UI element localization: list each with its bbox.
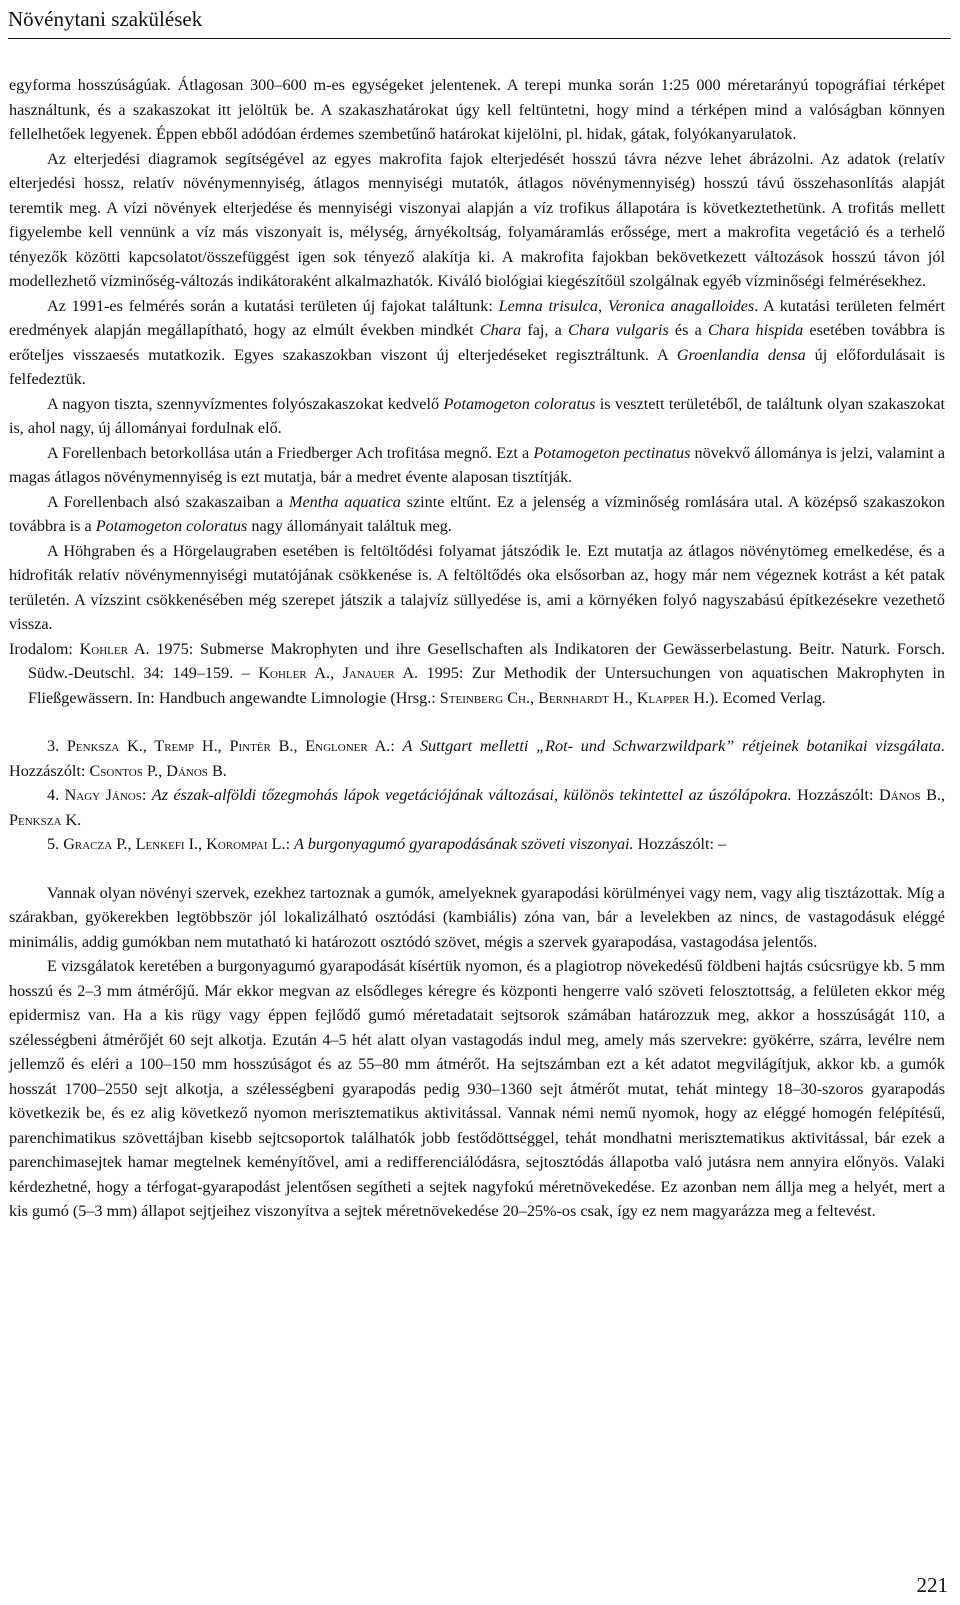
- lecture-title: A Suttgart melletti „Rot- und Schwarzwildpark” rétjeinek botanikai vizsgálata.: [402, 737, 945, 755]
- paragraph-potamogeton-coloratus: A nagyon tiszta, szennyvízmentes folyószakaszokat kedvelő Potamogeton coloratus is vesztett területéből, de találtunk olyan szakaszokat is, ahol nagy, új állományai fordulnak elő.: [9, 394, 945, 437]
- species-name: Mentha aquatica: [288, 492, 401, 511]
- species-name: Potamogeton coloratus: [95, 517, 248, 535]
- species-name: Chara hispida: [707, 321, 804, 339]
- paragraph-new-species: Az 1991-es felmérés során a kutatási területen új fajokat találtunk: Lemna trisulca, Veronica anagalloides. A kutatási területen felmért eredmények alapján megállapítható, hogy az elmúlt években mindkét Chara faj, a Chara vulgaris és a Chara hispida esetében továbbra is erőteljes visszaesés mutatkozik. Egyes szakaszokban viszont új elterjedéseket regisztráltunk. A Groenlandia densa új előfordulásait is felfedeztük.: [9, 296, 946, 388]
- paragraph-hohgraben: A Höhgraben és a Hörgelaugraben esetében is feltöltődési folyamat játszódik le. Ezt mutatja az átlagos növénytömeg emelkedése, és a hidrofiták relatív növénymennyiségi mutatójának csökkenése is. A feltöltődés oka elsősorban az, hogy már nem végeznek kotrást a két patak területén. A vízszint csökkenésében még szerepet játszik a talajvíz süllyedése is, ami a környéken folyó nagyszabású építkezésekre vezethető vissza.: [9, 541, 945, 633]
- paragraph-distribution-diagrams: Az elterjedési diagramok segítségével az egyes makrofita fajok elterjedését hosszú távra nézve lehet ábrázolni. Az adatok (relatív elterjedési hossz, relatív növénymennyiség, átlagos mennyiségi mutatók, átlagos növénymennyiség) hosszú távú összehasonlítás alapját teremtik meg. A vízi növények elterjedése és mennyiségi viszonyai alapján a víz trofikus állapotára is következtethetünk. A trofitás mellett figyelembe kell vennünk a víz más viszonyait is, mélység, árnyékoltság, folyamáramlás erőssége, mert a makrofita vegetáció és a terhelő tényezők közötti kapcsolatot/összefüggést igen sok tényező alakítja ki. A makrofita fajokban bekövetkezett változások hosszú távon jól modellezhető vízminőség-változás indikátoraként alkalmazhatók. Kiváló biológiai kiegészítőül szolgálnak egyéb vízminőségi felmérésekhez.: [9, 149, 945, 290]
- header-divider: [8, 38, 951, 39]
- section-gap: [9, 710, 945, 734]
- species-name: Lemna trisulca: [498, 296, 598, 315]
- species-name: Potamogeton pectinatus: [533, 443, 691, 462]
- page-number: 221: [916, 1573, 948, 1597]
- species-name: Chara vulgaris: [568, 321, 669, 339]
- paragraph-potato-tuber-growth: E vizsgálatok keretében a burgonyagumó gyarapodását kísértük nyomon, és a plagiotrop növekedésű földbeni hajtás csúcsrügye kb. 5 mm hosszú és 2–3 mm átmérőjű. Már ekkor megvan az elsődleges kéregre és központi hengerre való szöveti felosztottság, a felületen ekkor még epidermisz van. Ha a kis rügy vagy éppen fejlődő gumó méretadatait sejtsorok számában határozzuk meg, akkor a hosszúságát 110, a szélességbeni átmérőjét 60 sejt alkotja. Ezután 4–5 hét alatt olyan vastagodás indul meg, amely más szervekre: gyökérre, szárra, levélre nem jellemző és eléri a 100–150 mm hosszúságot és az 55–80 mm átmérőt. Ha sejtszámban ezt a két adatot megvilágítjuk, akkor kb. a gumók hosszát 1700–2550 sejt alkotja, a szélességbeni gyarapodás pedig 930–1360 sejt átmérőt mutat, tehát mintegy 18–30-szoros gyarapodás következik be, és ez alig következő nyomon merisztematikus aktivitással. Vannak némi nemű nyomok, hogy az eléggé homogén felépítésű, parenchimatikus szövettájban kisebb sejtcsoportok találhatók jobb festődöttséggel, tehát mondhatni merisztematikus aktivitással, bár ezek a parenchimasejtek hamar megtelnek keményítővel, ami a redifferenciálódásra, sejtosztódás állapotba való jutásra nem annyira előnyös. Valaki kérdezhetné, hogy a térfogat-gyarapodást jelentősen segítheti a sejtek nagyfokú méretnövekedése. Ez azonban nem állja meg a helyét, mert a kis gumó (5–3 mm) állapot sejtjeihez viszonyítva a sejtek méretnövekedése 20–25%-os csak, így ez nem magyarázza meg a feltevést.: [9, 957, 945, 1220]
- lecture-title: A burgonyagumó gyarapodásának szöveti viszonyai.: [294, 835, 634, 853]
- lecture-item-5: 5. Gracza P., Lenkefi I., Korompai L.: A burgonyagumó gyarapodásának szöveti viszonyai. Hozzászólt: –: [47, 835, 727, 853]
- lecture-title: Az észak-alföldi tőzegmohás lápok vegetációjának változásai, különös tekintettel az úszólápokra.: [151, 786, 792, 804]
- section-gap: [9, 857, 945, 881]
- lecture-item-4: 4. Nagy János: Az észak-alföldi tőzegmohás lápok vegetációjának változásai, különös tekintettel az úszólápokra. Hozzászólt: Dános B., Penksza K.: [9, 786, 945, 829]
- page-body: [9, 73, 945, 1224]
- species-name: Groenlandia densa: [676, 345, 806, 364]
- species-name: Chara: [479, 321, 522, 339]
- paragraph-forellenbach: A Forellenbach alsó szakaszaiban a Mentha aquatica szinte eltűnt. Ez a jelenség a vízminőség romlására utal. A középső szakaszokon továbbra is a Potamogeton coloratus nagy állományait találtuk meg.: [9, 492, 945, 535]
- paragraph-tuber-organs: Vannak olyan növényi szervek, ezekhez tartoznak a gumók, amelyeknek gyarapodási körülményei vagy nem, vagy alig tisztázottak. Míg a szárakban, gyökerekben legtöbbször jól lokalizálható osztódási (kambiális) zóna van, bár a levelekben az nincs, de vastagodásuk eléggé minimális, addig gumókban nem mutatható ki határozott osztódó szövet, mégis a szervek gyarapodása, vastagodása jelentős.: [9, 883, 945, 951]
- species-name: Veronica anagalloides: [607, 296, 755, 315]
- paragraph-segment-length: egyforma hosszúságúak. Átlagosan 300–600 m-es egységeket jelentenek. A terepi munka során 1:25 000 méretarányú topográfiai térképet használtunk, és a szakaszokat itt jelöltük be. A szakaszhatárokat úgy kell feltüntetni, hogy mind a térképen mind a valóságban könnyen fellelhetőek legyenek. Éppen ebből adódóan érdemes szembetűnő határokat kijelölni, pl. hidak, gátak, folyókanyarulatok.: [9, 76, 945, 143]
- paragraph-friedberger-ach: A Forellenbach betorkollása után a Friedberger Ach trofitása megnő. Ezt a Potamogeton pectinatus növekvő állománya is jelzi, valamint a magas átlagos növénymennyiség is ezt mutatja, bár a medret évente alaposan tisztítják.: [9, 443, 946, 486]
- references: Irodalom: Kohler A. 1975: Submerse Makrophyten und ihre Gesellschaften als Indikatoren der Gewässerbelastung. Beitr. Naturk. Forsch. Südw.-Deutschl. 34: 149–159. – Kohler A., Janauer A. 1995: Zur Methodik der Untersuchungen von aquatischen Makrophyten in Fließgewässern. In: Handbuch angewandte Limnologie (Hrsg.: Steinberg Ch., Bernhardt H., Klapper H.). Ecomed Verlag.: [9, 639, 946, 707]
- running-header-title: Növénytani szakülések: [8, 7, 203, 31]
- species-name: Potamogeton coloratus: [443, 394, 596, 413]
- lecture-item-3: 3. Penksza K., Tremp H., Pintér B., Engloner A.: A Suttgart melletti „Rot- und Schwarzwildpark” rétjeinek botanikai vizsgálata. Hozzászólt: Csontos P., Dános B.: [9, 737, 945, 780]
